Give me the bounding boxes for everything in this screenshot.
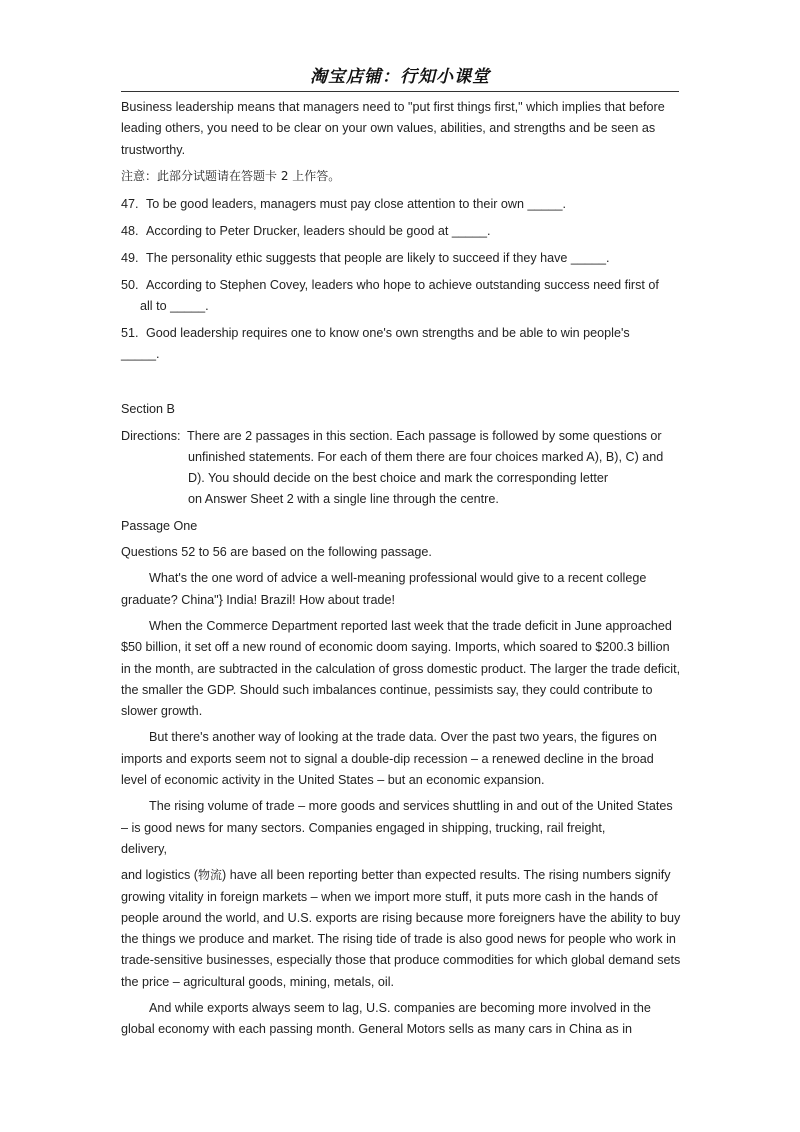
paragraph-5-chinese-word: 物流 [198,868,223,883]
paragraph-5-start: and logistics ( [121,868,198,883]
question-list [121,194,681,365]
question-text: According to Stephen Covey, leaders who hope to achieve outstanding success need first of [146,277,659,292]
question-48 [121,221,681,242]
passage-paragraph-6: And while exports always seem to lag, U.S. companies are becoming more involved in the global economy with each passing month. General Motors sells as many cars in China as in [121,1000,651,1037]
answer-sheet-note: 注意：此部分试题请在答题卡 2 上作答。 [121,168,341,183]
question-number: 51. [121,325,139,340]
directions-line: unfinished statements. For each of them there are four choices marked A), B), C) and [188,449,664,464]
paragraph-4-text: The rising volume of trade – more goods and services shuttling in and out of the United States – is good news for many sectors. Companies engaged in shipping, trucking, rail freight, [121,799,673,835]
question-number: 48. [121,223,139,238]
directions-body [187,426,681,511]
paragraph-4-tail: delivery, [121,841,167,856]
question-number: 50. [121,277,139,292]
directions-line: There are 2 passages in this section. Each passage is followed by some questions or [187,428,662,443]
passage-paragraph-4 [121,796,681,860]
question-text: Good leadership requires one to know one's own strengths and be able to win people's [146,325,630,340]
passage-paragraph-1: What's the one word of advice a well-meaning professional would give to a recent college graduate? China"} India! Brazil! How about trade! [121,571,647,607]
question-51 [121,323,681,366]
question-text-continued: _____. [121,346,160,361]
directions-line: on Answer Sheet 2 with a single line through the centre. [188,492,499,507]
directions [121,426,681,511]
page-content [121,97,681,1046]
page-header-title: 淘宝店铺：行知小课堂 [310,67,490,87]
section-heading: Section B [121,402,175,417]
directions-line: D). You should decide on the best choice and mark the corresponding letter [188,471,609,486]
passage-paragraph-3: But there's another way of looking at the trade data. Over the past two years, the figures on imports and exports seem not to signal a double-dip recession – a renewed decline in the broad level of economic activity in the United States – but an economic expansion. [121,730,657,788]
intro-paragraph: Business leadership means that managers need to "put first things first," which implies that before leading others, you need to be clear on your own values, abilities, and strengths and be seen as trustworthy. [121,100,665,157]
question-text-continued: all to _____. [140,298,209,313]
header-divider [121,91,679,92]
passage-intro: Questions 52 to 56 are based on the following passage. [121,545,432,560]
question-number: 49. [121,250,139,265]
passage-paragraph-5 [121,865,681,993]
question-50 [121,275,681,318]
question-text: The personality ethic suggests that people are likely to succeed if they have _____. [146,250,610,265]
passage-title: Passage One [121,518,198,533]
directions-label: Directions: [121,428,181,443]
question-47 [121,194,681,215]
question-49 [121,248,681,269]
paragraph-5-rest: ) have all been reporting better than expected results. The rising numbers signify growing vitality in foreign markets – when we import more stuff, it puts more cash in the hands of people around the world, and U.S. exports are rising because more foreigners have the ability to buy the things we produce and market. The rising tide of trade is also good news for people who work in trade-sensitive businesses, especially those that produce commodities for which global demand sets the price – agricultural goods, mining, metals, oil. [121,868,681,989]
question-text: According to Peter Drucker, leaders should be good at _____. [146,223,491,238]
question-number: 47. [121,197,139,212]
passage-paragraph-2: When the Commerce Department reported last week that the trade deficit in June approached $50 billion, it set off a new round of economic doom saying. Imports, which soared to $200.3 billion in the month, are subtracted in the calculation of gross domestic product. The larger the trade deficit, the smaller the GDP. Should such imbalances continue, pessimists say, they could contribute to slower growth. [121,618,681,719]
question-text: To be good leaders, managers must pay close attention to their own _____. [146,197,567,212]
